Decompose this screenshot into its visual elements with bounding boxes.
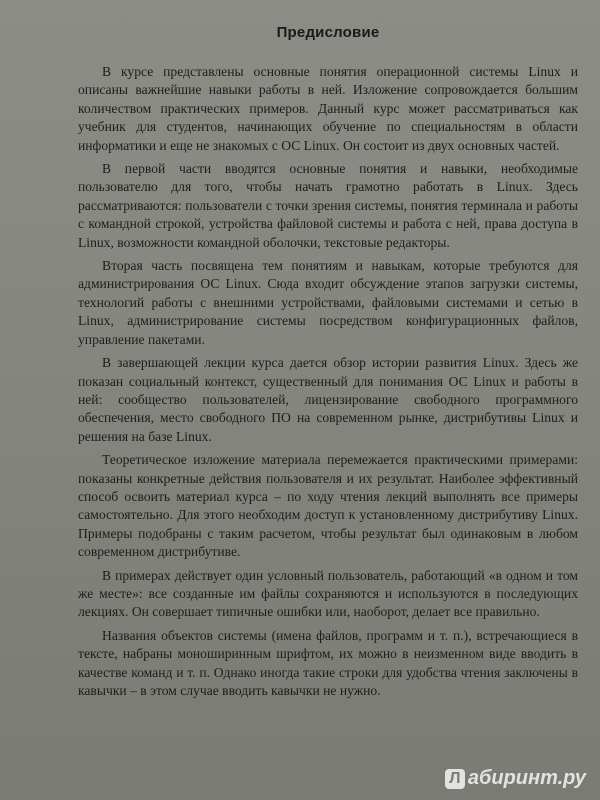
- paragraph-3: Вторая часть посвящена тем понятиям и навыкам, которые требуются для администрирования ОС Linux. Сюда входит обсуждение этапов загрузки системы, технологий работы с внешними устройствами, файловыми системами и сетью в Linux, администрирование системы посредством конфигурационных файлов, управление пакетами.: [78, 258, 578, 347]
- paragraph-1: В курсе представлены основные понятия операционной системы Linux и описаны важнейшие навыки работы в ней. Изложение сопровождается большим количеством практических примеров. Данный курс может рассматриваться как учебник для студентов, начинающих обучение по специальностям в области информатики и еще не знакомых с ОС Linux. Он состоит из двух основных частей.: [78, 64, 578, 153]
- watermark: [445, 767, 586, 790]
- page-content: [78, 24, 578, 705]
- page-title: Предисловие: [276, 24, 380, 41]
- watermark-text: абиринт.ру: [467, 767, 586, 789]
- paragraph-5: Теоретическое изложение материала перемежается практическими примерами: показаны конкретные действия пользователя и их результат. Наиболее эффективный способ освоить материал курса – по ходу чтения лекций выполнять все примеры самостоятельно. Для этого необходим доступ к установленному дистрибутиву Linux. Примеры подобраны с таким расчетом, чтобы результат был одинаковым в любом современном дистрибутиве.: [78, 452, 578, 560]
- paragraph-4: В завершающей лекции курса дается обзор истории развития Linux. Здесь же показан социальный контекст, существенный для понимания ОС Linux и работы в ней: сообщество пользователей, лицензирование свободного программного обеспечения, место свободного ПО на современном рынке, дистрибутивы Linux и решения на базе Linux.: [78, 355, 578, 444]
- paragraph-6: В примерах действует один условный пользователь, работающий «в одном и том же месте»: все созданные им файлы сохраняются и используются в последующих лекциях. Он совершает типичные ошибки или, наоборот, делает все правильно.: [78, 567, 578, 620]
- labirint-logo-icon: Л: [445, 769, 465, 789]
- paragraph-2: В первой части вводятся основные понятия и навыки, необходимые пользователю для того, чтобы начать грамотно работать в Linux. Здесь рассматриваются: пользователи с точки зрения системы, понятия терминала и работы с командной строкой, устройства файловой системы и работа с ней, права доступа в Linux, возможности командной оболочки, текстовые редакторы.: [78, 161, 578, 250]
- paragraph-7: Названия объектов системы (имена файлов, программ и т. п.), встречающиеся в тексте, набраны моноширинным шрифтом, их можно в неизменном виде вводить в качестве команд и т. п. Однако иногда такие строки для удобства чтения заключены в кавычки – в этом случае вводить кавычки не нужно.: [78, 627, 578, 698]
